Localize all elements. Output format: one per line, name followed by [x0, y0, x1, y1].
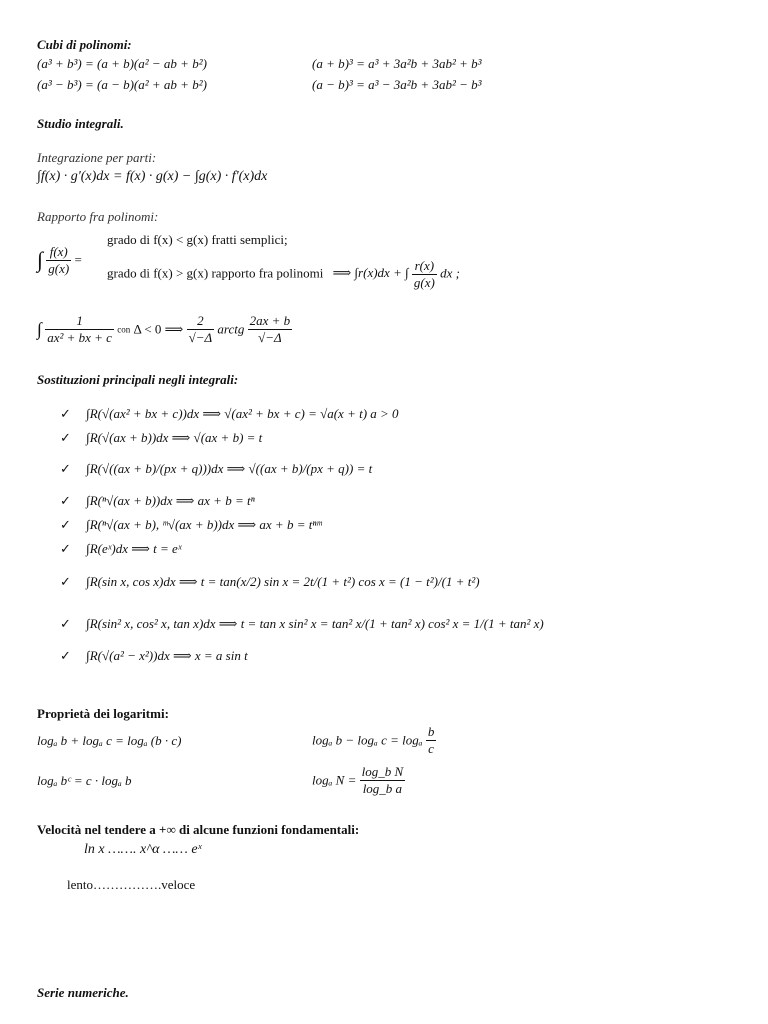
- case-grado-maggiore-tail: ⟹ ∫r(x)dx + ∫: [332, 265, 409, 281]
- substitution-item: [60, 616, 544, 632]
- case-grado-maggiore: [107, 258, 460, 291]
- log-product-rule: logₐ b + logₐ c = logₐ (b · c): [37, 733, 182, 748]
- growth-order: ln x ……. x^α …… eˣ: [84, 842, 202, 857]
- formula-integral-quadratic: [37, 313, 292, 346]
- con-label: con: [117, 324, 131, 335]
- check-icon: ✓: [60, 462, 71, 477]
- substitution-item: [60, 574, 480, 590]
- numerator: 2ax + b: [249, 313, 291, 328]
- substitution-item: [60, 461, 372, 477]
- numerator: r(x): [412, 258, 437, 275]
- section-title-integrali: Studio integrali.: [37, 116, 124, 131]
- section-title-sostituzioni: Sostituzioni principali negli integrali:: [37, 372, 239, 387]
- check-icon: ✓: [60, 542, 71, 557]
- section-title-serie: Serie numeriche.: [37, 985, 129, 1000]
- check-icon: ✓: [60, 617, 71, 632]
- check-icon: ✓: [60, 431, 71, 446]
- formula-sum-cubes: (a³ + b³) = (a + b)(a² − ab + b²): [37, 56, 207, 71]
- substitution-formula: ∫R(√(a² − x²))dx ⟹ x = a sin t: [86, 648, 248, 663]
- log-power-rule: logₐ bᶜ = c · logₐ b: [37, 773, 132, 788]
- formula-integrazione-parti: ∫f(x) · g'(x)dx = f(x) · g(x) − ∫g(x) · f'(x)dx: [37, 169, 268, 184]
- denominator: √−Δ: [188, 330, 213, 345]
- substitution-formula: ∫R(sin x, cos x)dx ⟹ t = tan(x/2) sin x = 2t/(1 + t²) cos x = (1 − t²)/(1 + t²): [86, 574, 480, 589]
- denominator: log_b a: [362, 781, 403, 796]
- growth-scale: lento…………….veloce: [67, 877, 196, 892]
- numerator: f(x): [46, 244, 71, 261]
- substitution-item: [60, 430, 262, 446]
- log-quotient-left: logₐ b − logₐ c = logₐ: [312, 732, 423, 748]
- substitution-formula: ∫R(√((ax + b)/(px + q)))dx ⟹ √((ax + b)/(px + q)) = t: [86, 461, 373, 476]
- substitution-formula: ∫R(ⁿ√(ax + b), ᵐ√(ax + b))dx ⟹ ax + b = tⁿᵐ: [86, 517, 322, 532]
- substitution-item: [60, 493, 255, 509]
- dx-end: dx ;: [440, 265, 460, 281]
- check-icon: ✓: [60, 575, 71, 590]
- fraction-log-change: [360, 764, 406, 797]
- section-title-logaritmi: Proprietà dei logaritmi:: [37, 706, 169, 721]
- substitution-formula: ∫R(√(ax² + bx + c))dx ⟹ √(ax² + bx + c) = √a(x + t) a > 0: [86, 406, 399, 421]
- arctg-label: arctg: [217, 321, 245, 337]
- fraction-r-over-g: [412, 258, 437, 291]
- substitution-item: [60, 517, 322, 533]
- log-quotient-rule: [312, 724, 436, 757]
- formula-cube-diff: (a − b)³ = a³ − 3a²b + 3ab² − b³: [312, 77, 482, 92]
- check-icon: ✓: [60, 518, 71, 533]
- denominator: g(x): [413, 275, 435, 290]
- substitution-item: [60, 648, 248, 664]
- log-change-left: logₐ N =: [312, 772, 357, 788]
- case-grado-minore: grado di f(x) < g(x) fratti semplici;: [107, 232, 288, 247]
- delta-condition: Δ < 0 ⟹: [133, 321, 184, 337]
- section-title-velocita: Velocità nel tendere a +∞ di alcune funzioni fondamentali:: [37, 822, 360, 837]
- fraction-f-over-g: [46, 244, 71, 277]
- substitution-item: [60, 541, 182, 557]
- brace-equals: =: [74, 252, 82, 267]
- substitution-formula: ∫R(sin² x, cos² x, tan x)dx ⟹ t = tan x sin² x = tan² x/(1 + tan² x) cos² x = 1/(1 + tan² x): [86, 616, 544, 631]
- integral-sign: ∫: [37, 319, 42, 339]
- check-icon: ✓: [60, 494, 71, 509]
- denominator: c: [428, 741, 434, 756]
- denominator: g(x): [48, 260, 70, 276]
- fraction-arctg-argument: [248, 313, 293, 346]
- section-title-cubi: Cubi di polinomi:: [37, 37, 132, 52]
- integral-sign: ∫: [37, 247, 44, 272]
- label-rapporto-polinomi: Rapporto fra polinomi:: [37, 209, 159, 224]
- log-change-base: [312, 764, 405, 797]
- denominator: ax² + bx + c: [47, 330, 112, 345]
- substitution-formula: ∫R(√(ax + b))dx ⟹ √(ax + b) = t: [86, 430, 263, 445]
- numerator: 1: [45, 313, 114, 330]
- formula-cube-sum: (a + b)³ = a³ + 3a²b + 3ab² + b³: [312, 56, 482, 71]
- label-integrazione-parti: Integrazione per parti:: [37, 150, 157, 165]
- formula-rapporto-polinomi: [37, 243, 82, 293]
- denominator: √−Δ: [258, 330, 282, 345]
- substitution-item: [60, 406, 399, 422]
- substitution-formula: ∫R(eˣ)dx ⟹ t = eˣ: [86, 541, 182, 556]
- numerator: b: [427, 724, 435, 739]
- formula-diff-cubes: (a³ − b³) = (a − b)(a² + ab + b²): [37, 77, 207, 92]
- substitution-formula: ∫R(ⁿ√(ax + b))dx ⟹ ax + b = tⁿ: [86, 493, 255, 508]
- fraction-b-over-c: [426, 724, 437, 757]
- numerator: log_b N: [361, 764, 404, 779]
- case-grado-maggiore-text: grado di f(x) > g(x) rapporto fra polinomi: [107, 265, 324, 281]
- check-icon: ✓: [60, 649, 71, 664]
- fraction-two-over-sqrt-delta: [187, 313, 215, 346]
- fraction-one-over-quadratic: [45, 313, 114, 346]
- check-icon: ✓: [60, 407, 71, 422]
- numerator: 2: [187, 313, 215, 330]
